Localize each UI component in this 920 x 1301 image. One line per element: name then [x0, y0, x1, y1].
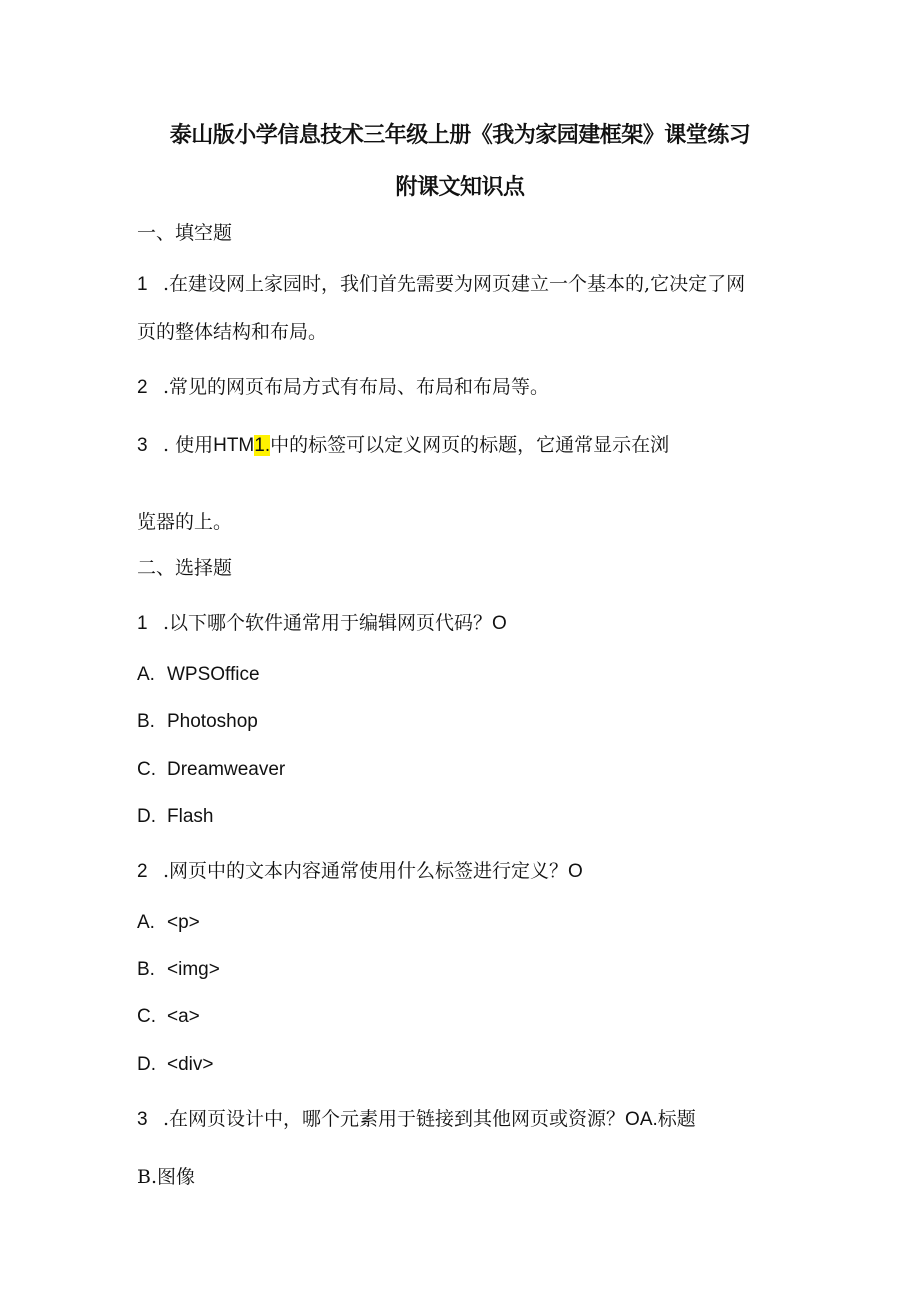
fill-question-2 — [137, 372, 549, 399]
question-number: 1 — [137, 613, 148, 634]
choice-1-option-d — [137, 806, 213, 828]
document-subtitle: 附课文知识点 — [395, 175, 525, 200]
question-text-post: 中的标签可以定义网页的标题，它通常显示在浏 — [270, 434, 670, 456]
question-text-latin: HTM — [213, 435, 255, 456]
option-text: Flash — [167, 806, 214, 827]
option-letter: B. — [137, 959, 155, 980]
option-text: Photoshop — [167, 711, 258, 732]
option-letter: B. — [137, 711, 155, 732]
question-text-pre: . 使用 — [163, 434, 214, 456]
option-text: <img> — [167, 959, 220, 980]
option-a-text: 标题 — [657, 1108, 696, 1130]
highlighted-text: 1. — [254, 435, 271, 456]
fill-question-3-line-2: 览器的上。 — [137, 511, 233, 533]
answer-blank: O — [568, 861, 583, 882]
question-text: .在建设网上家园时，我们首先需要为网页建立一个基本的,它决定了网 — [163, 273, 746, 295]
question-text: .常见的网页布局方式有布局、布局和布局等。 — [163, 376, 550, 398]
option-text: <p> — [167, 912, 200, 933]
choice-question-1 — [137, 608, 507, 635]
choice-1-option-a — [137, 664, 260, 686]
option-text: WPSOffice — [167, 664, 260, 685]
option-letter: A. — [137, 664, 155, 685]
option-letter: C. — [137, 1006, 156, 1027]
choice-2-option-c — [137, 1006, 200, 1028]
question-text: .以下哪个软件通常用于编辑网页代码？ — [163, 612, 493, 634]
option-text: <div> — [167, 1054, 214, 1075]
fill-question-1-line-2: 页的整体结构和布局。 — [137, 321, 328, 343]
question-number: 2 — [137, 861, 148, 882]
option-letter: D. — [137, 1054, 156, 1075]
question-number: 3 — [137, 435, 148, 456]
answer-blank-and-option-letter: OA. — [625, 1109, 658, 1130]
choice-1-option-c — [137, 759, 285, 781]
option-text: Dreamweaver — [167, 759, 286, 780]
choice-question-2 — [137, 856, 583, 883]
choice-3-option-b: B.图像 — [137, 1166, 196, 1188]
section-heading-fill-in: 一、填空题 — [137, 222, 233, 244]
choice-2-option-d — [137, 1054, 213, 1076]
choice-2-option-a — [137, 912, 200, 934]
question-text: .在网页设计中，哪个元素用于链接到其他网页或资源？ — [163, 1108, 626, 1130]
document-title: 泰山版小学信息技术三年级上册《我为家园建框架》课堂练习 — [169, 123, 751, 148]
question-text: .网页中的文本内容通常使用什么标签进行定义？ — [163, 860, 569, 882]
choice-2-option-b — [137, 959, 220, 981]
option-letter: C. — [137, 759, 156, 780]
choice-1-option-b — [137, 711, 258, 733]
question-number: 2 — [137, 377, 148, 398]
fill-question-3-line-1 — [137, 430, 669, 457]
option-text: <a> — [167, 1006, 200, 1027]
question-number: 1 — [137, 274, 148, 295]
fill-question-1-line-1 — [137, 269, 745, 296]
choice-question-3 — [137, 1104, 696, 1131]
question-number: 3 — [137, 1109, 148, 1130]
option-letter: D. — [137, 806, 156, 827]
section-heading-choice: 二、选择题 — [137, 557, 233, 579]
option-letter: A. — [137, 912, 155, 933]
answer-blank: O — [492, 613, 507, 634]
